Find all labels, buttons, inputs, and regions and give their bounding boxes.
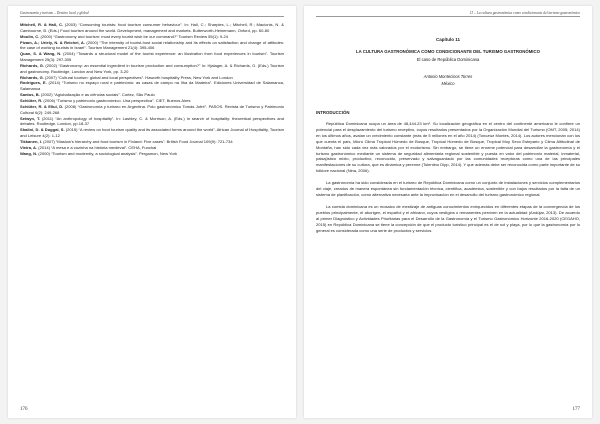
- right-running-header: 13 – La cultura gastronómica como condicionante del turismo gastronómico: [316, 11, 580, 17]
- reference-text: (2000) “The intensity of tourist-host social relationship and its effects on satisfaction and change of attitudes: the case of working tourists in Israel”. Tourism Management 21(4): 395-406: [20, 39, 284, 51]
- reference-author: Santos, B.: [20, 92, 40, 98]
- reference-author: Tikkanen, I.: [20, 138, 42, 144]
- reference-text: (2002) “Aglobalização e as ciências sociais”. Cortez, São Paulo: [39, 92, 155, 98]
- chapter-subtitle: El caso de República Dominicana: [416, 57, 480, 62]
- reference-author: Moulin, C.: [20, 33, 40, 39]
- reference-author: Schlüter, R.: [20, 97, 43, 103]
- reference-entry: [20, 22, 284, 34]
- body-paragraph-3: La comida dominicana es un mosaico de mestizaje de antiguas conocimientos enriquecidos en diferentes etapas de la convergencia de los pueblos principalmente, el aborigen, el español y el africano, cuyos vestigios o remanentes perviven en la actualidad (Andújar, 2013). De acuerdo al primer Diagnóstico y Actividades Prioritarias para el Desarrollo de la Gastronomía y el Turismo Gastronómico Horizonte 2016-2020 (CEGAHO, 2015) en República Dominicana se tiene la concepción de que el producto turístico principal es el de sol y playa, por lo que la gastronomía por lo general es considerada como una serie de productos y servicios: [316, 203, 580, 233]
- chapter-label: Capítulo 11: [435, 37, 460, 42]
- reference-author: Vieira, A.: [20, 144, 38, 150]
- reference-author: Richards, G.: [20, 74, 44, 80]
- right-page-number: 177: [572, 407, 580, 412]
- left-page: [8, 6, 296, 418]
- reference-entry: [20, 80, 284, 92]
- reference-text: (2014) “A mesa e a cozinha na história medieval”. CEHA, Funchal: [37, 144, 157, 150]
- reference-text: (2008) “Gastronomía y turismo en Argentina. Polo gastronómico Tomás Jofré”. PASOS. Revista de Turismo y Patrimonio Cultural 6(2): 249-268: [20, 103, 284, 115]
- reference-text: (2004) “Towards a structural model of the tourist experience: an illustration from food experiences in tourism”. Tourism Management 25(3): 297-305: [20, 51, 284, 63]
- reference-author: Mitchell, R. & Hall, C.: [20, 22, 64, 27]
- reference-text: (2000) “Gastronomy and tourism: must every tourist wish be our command?” Tourism Review 55(1): 9-24: [39, 33, 228, 39]
- reference-text: (2006) “Turismo y patrimonio gastronómico. Una perspectiva”. CIET, Buenos Aires: [42, 97, 191, 103]
- author-country: México: [441, 81, 455, 86]
- reference-text: (2000) “Tourism and modernity, a sociological analysis”. Pergamon, New York: [37, 150, 178, 156]
- reference-author: Rodrigues, E.: [20, 80, 47, 86]
- reference-author: Shalini, D. & Duggal, S.: [20, 127, 65, 133]
- reference-entry: [20, 51, 284, 63]
- reference-entry: [20, 116, 284, 128]
- reference-author: Quan, S. & Wang, N.: [20, 51, 62, 57]
- body-paragraph-1: República Dominicana ocupa un área de 48,444.23 km². Su localización geográfica en el centro del continente americano le confiere un potencial para el desplazamiento del turismo receptivo, cuyos resultados presentados por la Organización Mundial del Turismo (OMT, 2005; 2014) en los últimos años, avalan un crecimiento constante (más de 5 millones en el año 2014) (Tonczwz Montes, 2014). Los autores mencionan con los que cuenta el país, Micro Clima Tropical Húmedo de Bosque, Tropical Húmedo de Bosque, Tropical Muy Seco Estepario y Clima Altitudinal de Montaña, han sido cada vez más valorados por el ecoturismo. Sin embargo, se tiene un enorme potencial para desarrollar la gastronomía y el turismo gastronómico mediante un sistema de seguridad alimentaria regional sostenible y puesta en valor del patrimonio material, inmaterial, paisajístico mixto, productivo, reconocido, preservado y salvaguardado por las comunidades receptoras como una de las principales manifestaciones de su cultura, que es dinámica y perenne (Tolentino Dipp, 2014). Y que además debe ser reconocida como parte importante de su folklore nacional (Nina, 2006).: [316, 121, 580, 174]
- reference-text: (2002) “Gastronomy: an essential ingredient in tourism production and consumption?” In: Hjalager, A. & Richards, G. (Eds.) Tourism and gastronomy. Routledge, London and New York, pp. 3-20: [20, 62, 284, 74]
- reference-text: (2014) “Turismo no espaço rural e património: as casas de campo na Ilha da Madeira”. Ediciones Universidad de Salamanca, Salamanca: [20, 80, 284, 92]
- reference-entry: [20, 151, 284, 157]
- reference-author: Pizam, A.; Uriely, N. & Reichel, A.: [20, 39, 85, 45]
- reference-list: [20, 22, 284, 156]
- reference-entry: [20, 63, 284, 75]
- body-paragraph-2: La gastronomía ha sido considerada en el turismo de República Dominicana como un conjunto de instalaciones y servicios complementarios del viaje, creados de manera espontánea sin fundamentación técnica, científica, académica, sostenible y con bajos resultados por la falta de un sistema de planificación, como alternativa necesaria ante la improvisación en el desarrollo del turismo gastronómico regional.: [316, 180, 580, 197]
- reference-entry: [20, 104, 284, 116]
- section-heading: INTRODUCCIÓN: [316, 110, 350, 115]
- reference-author: Schlüter, R. & Ellul, D.: [20, 103, 64, 109]
- reference-author: Richards, G.: [20, 62, 45, 68]
- reference-text: (2007) “Maslow's hierarchy and food tourism in Finland: Five cases”. British Food Journal 109(9): 721-734: [41, 138, 233, 144]
- reference-text: (2003) “Consuming tourists: food tourism consumer behaviour”. In: Hall, C.; Sharples, L.; Mitchell, R.; Macionis, N. & Cambourne, B. (Eds.) Food tourism around the world. Development, management and markets. Butterworth-Heinemann, Oxford, pp. 60-80: [20, 22, 285, 33]
- reference-author: Selwyn, T.: [20, 115, 41, 121]
- left-running-header: Gastronomía y turismo – Destino local y global: [20, 11, 284, 17]
- reference-text: (2007) “Cultural tourism: global and local perspectives”. Haworth hospitality Press, New York and London: [43, 74, 233, 80]
- chapter-title: LA CULTURA GASTRONÓMICA COMO CONDICIONANTE DEL TURISMO GASTRONÓMICO: [356, 49, 540, 54]
- author-name: Antonio Montecinos Torres: [423, 74, 473, 79]
- reference-entry: [20, 40, 284, 52]
- right-page: [304, 6, 592, 418]
- left-page-number: 176: [20, 407, 28, 412]
- reference-author: Wang, N.: [20, 150, 38, 156]
- reference-text: (2015) “A review on food tourism quality and its associated forms around the world”. African Journal of Hospitality, Tourism and Leisure 4(2): 1-12: [20, 127, 284, 139]
- reference-entry: [20, 127, 284, 139]
- reference-text: (2011) “An anthropology of hospitality”. In: Lashley, C. & Morrison, A. (Eds.) In search of hospitality: theoretical perspectives and debates. Routledge, London, pp.18-37: [20, 115, 284, 127]
